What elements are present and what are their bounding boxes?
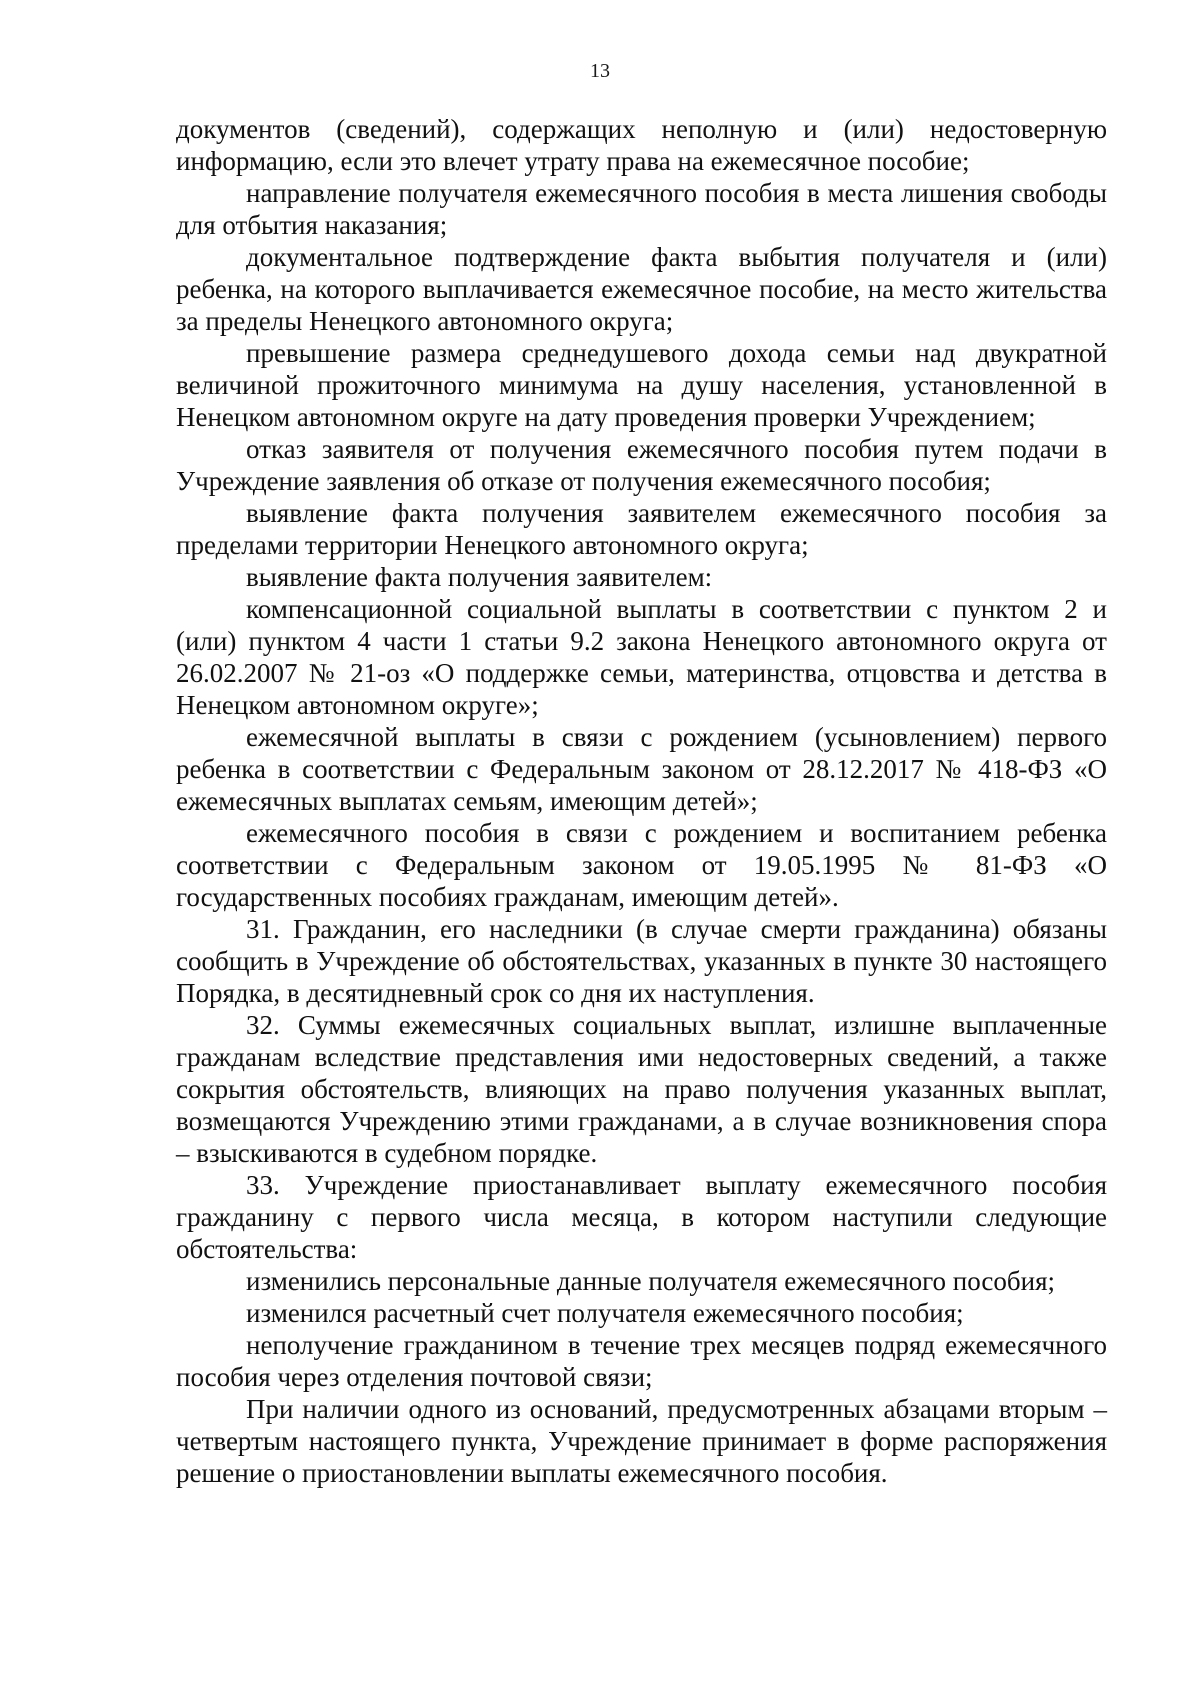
paragraph-imprisonment: направление получателя ежемесячного пособия в места лишения свободы для отбытия наказания; (176, 178, 1107, 240)
paragraph-child-allowance: ежемесячного пособия в связи с рождением и воспитанием ребенка соответствии с Федеральным законом от 19.05.1995 № 81-ФЗ «О государственных пособиях гражданам, имеющим детей». (176, 818, 1107, 912)
paragraph-first-child-payment: ежемесячной выплаты в связи с рождением (усыновлением) первого ребенка в соответствии с Федеральным законом от 28.12.2017 № 418-ФЗ «О ежемесячных выплатах семьям, имеющим детей»; (176, 722, 1107, 816)
paragraph-suspension-decision: При наличии одного из оснований, предусмотренных абзацами вторым – четвертым настоящего пункта, Учреждение принимает в форме распоряжения решение о приостановлении выплаты ежемесячного пособия. (176, 1394, 1107, 1488)
paragraph-income-excess: превышение размера среднедушевого дохода семьи над двукратной величиной прожиточного минимума на душу населения, установленной в Ненецком автономном округе на дату проведения проверки Учреждением; (176, 338, 1107, 432)
paragraph-receipt-detection: выявление факта получения заявителем: (246, 562, 713, 592)
document-body (176, 113, 1107, 1489)
paragraph-31: 31. Гражданин, его наследники (в случае смерти гражданина) обязаны сообщить в Учреждение об обстоятельствах, указанных в пункте 30 настоящего Порядка, в десятидневный срок со дня их наступления. (176, 914, 1107, 1008)
page-number: 13 (590, 60, 610, 82)
paragraph-33: 33. Учреждение приостанавливает выплату ежемесячного пособия гражданину с первого числа месяца, в котором наступили следующие обстоятельства: (176, 1170, 1107, 1264)
paragraph-relocation: документальное подтверждение факта выбытия получателя и (или) ребенка, на которого выплачивается ежемесячное пособие, на место жительства за пределы Ненецкого автономного округа; (176, 242, 1107, 336)
paragraph-continuation: документов (сведений), содержащих неполную и (или) недостоверную информацию, если это влечет утрату права на ежемесячное пособие; (176, 114, 1107, 176)
paragraph-personal-data: изменились персональные данные получателя ежемесячного пособия; (246, 1266, 1056, 1296)
paragraph-refusal: отказ заявителя от получения ежемесячного пособия путем подачи в Учреждение заявления об отказе от получения ежемесячного пособия; (176, 434, 1107, 496)
paragraph-postal-nonreceipt: неполучение гражданином в течение трех месяцев подряд ежемесячного пособия через отделения почтовой связи; (176, 1330, 1107, 1392)
paragraph-32: 32. Суммы ежемесячных социальных выплат, излишне выплаченные гражданам вследствие представления ими недостоверных сведений, а также сокрытия обстоятельств, влияющих на право получения указанных выплат, возмещаются Учреждению этими гражданами, а в случае возникновения спора – взыскиваются в судебном порядке. (176, 1010, 1107, 1168)
paragraph-bank-account: изменился расчетный счет получателя ежемесячного пособия; (246, 1298, 964, 1328)
paragraph-outside-territory: выявление факта получения заявителем ежемесячного пособия за пределами территории Ненецкого автономного округа; (176, 498, 1107, 560)
paragraph-compensation-payment: компенсационной социальной выплаты в соответствии с пунктом 2 и (или) пунктом 4 части 1 статьи 9.2 закона Ненецкого автономного округа от 26.02.2007 № 21-оз «О поддержке семьи, материнства, отцовства и детства в Ненецком автономном округе»; (176, 594, 1107, 720)
